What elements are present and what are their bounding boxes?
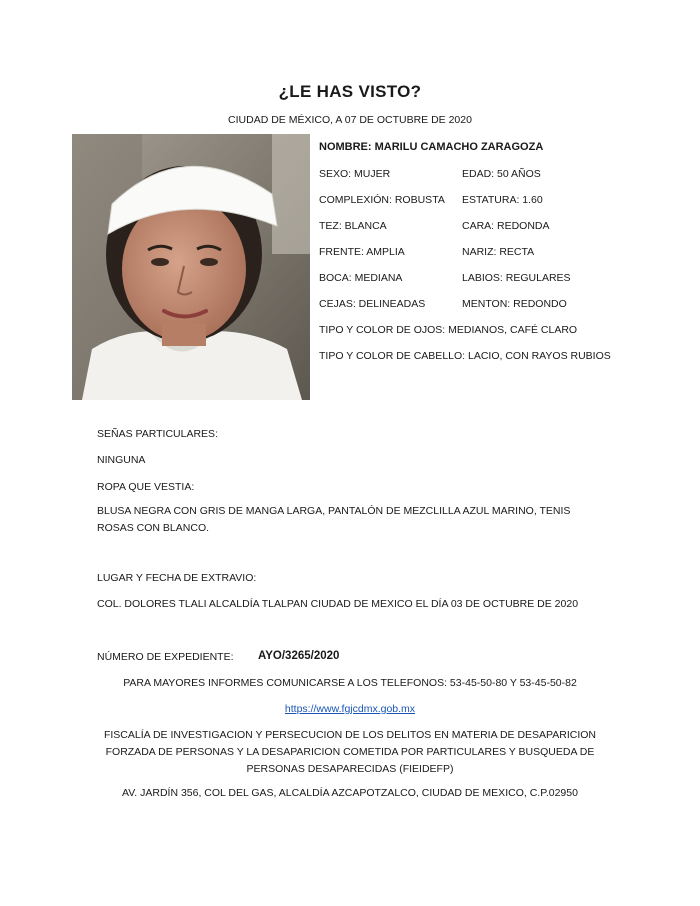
fiscalia-line-3: PERSONAS DESAPARECIDAS (FIEIDEFP) [246, 763, 454, 775]
ropa-label: ROPA QUE VESTIA: [97, 481, 195, 493]
lugar-label: LUGAR Y FECHA DE EXTRAVIO: [97, 572, 257, 584]
website-link[interactable]: https://www.fgjcdmx.gob.mx [284, 703, 416, 715]
complexion-field: COMPLEXIÓN: ROBUSTA [319, 194, 445, 206]
page-title: ¿LE HAS VISTO? [278, 82, 422, 101]
name-field [319, 141, 543, 153]
ojos-field: TIPO Y COLOR DE OJOS: MEDIANOS, CAFÉ CLARO [319, 324, 578, 336]
senas-value: NINGUNA [97, 454, 146, 466]
nariz-field: NARIZ: RECTA [462, 246, 535, 258]
address: AV. JARDÍN 356, COL DEL GAS, ALCALDÍA AZCAPOTZALCO, CIUDAD DE MEXICO, C.P.02950 [122, 787, 578, 799]
ropa-value: BLUSA NEGRA CON GRIS DE MANGA LARGA, PANTALÓN DE MEZCLILLA AZUL MARINO, TENIS ROSAS CON BLANCO. [97, 505, 571, 534]
dateline: CIUDAD DE MÉXICO, A 07 DE OCTUBRE DE 2020 [228, 114, 472, 126]
boca-field: BOCA: MEDIANA [319, 272, 403, 284]
sexo-field: SEXO: MUJER [319, 168, 391, 180]
expediente-label: NÚMERO DE EXPEDIENTE: [97, 651, 234, 663]
labios-field: LABIOS: REGULARES [462, 272, 571, 284]
edad-field: EDAD: 50 AÑOS [462, 168, 541, 180]
website-link-row [0, 703, 700, 715]
expediente-number: AYO/3265/2020 [258, 650, 340, 662]
person-name: MARILU CAMACHO ZARAGOZA [374, 141, 544, 153]
fiscalia-line-2: FORZADA DE PERSONAS Y LA DESAPARICION COMETIDA POR PARTICULARES Y BUSQUEDA DE [105, 746, 595, 758]
cabello-field: TIPO Y COLOR DE CABELLO: LACIO, CON RAYOS RUBIOS [319, 350, 611, 362]
estatura-field: ESTATURA: 1.60 [462, 194, 543, 206]
senas-label: SEÑAS PARTICULARES: [97, 428, 218, 440]
lugar-value: COL. DOLORES TLALI ALCALDÍA TLALPAN CIUDAD DE MEXICO EL DÍA 03 DE OCTUBRE DE 2020 [97, 598, 579, 610]
contact-info: PARA MAYORES INFORMES COMUNICARSE A LOS TELEFONOS: 53-45-50-80 Y 53-45-50-82 [123, 677, 577, 689]
fiscalia-line-1: FISCALÍA DE INVESTIGACION Y PERSECUCION DE LOS DELITOS EN MATERIA DE DESAPARICION [103, 729, 597, 741]
name-label: NOMBRE: [319, 141, 372, 153]
tez-field: TEZ: BLANCA [319, 220, 387, 232]
cara-field: CARA: REDONDA [462, 220, 550, 232]
cejas-field: CEJAS: DELINEADAS [319, 298, 426, 310]
frente-field: FRENTE: AMPLIA [319, 246, 405, 258]
menton-field: MENTON: REDONDO [462, 298, 567, 310]
person-photo [72, 134, 310, 400]
